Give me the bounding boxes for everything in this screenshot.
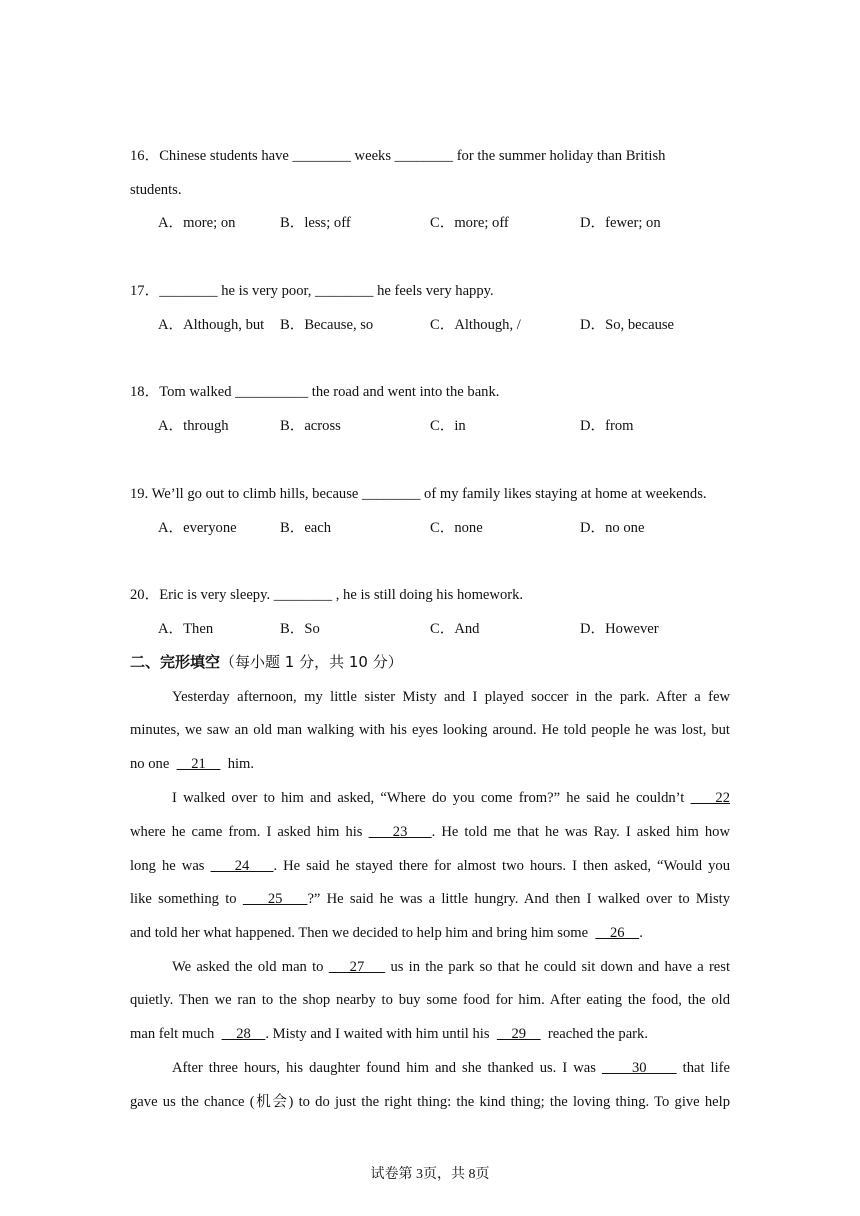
passage-line: We asked the old man to 27 us in the park so that he could sit down and have a rest [172,959,731,975]
passage-line: and told her what happened. Then we decided to help him and bring him some 26 . [130,925,643,941]
question-19-stem: 19. We’ll go out to climb hills, because ________ of my family likes staying at home at weekends. [130,486,707,502]
passage-line: gave us the chance (机会) to do just the right thing: the kind thing; the loving thing. To give help [130,1094,730,1110]
blank-27[interactable]: 27 [328,959,386,975]
blank-29[interactable]: 29 [496,1026,541,1042]
option-c: C．Although, / [430,317,521,333]
passage-line: long he was 24 . He said he stayed there for almost two hours. I then asked, “Would you [130,858,731,874]
option-b: B．So [280,621,320,637]
option-b: B．each [280,520,332,536]
question-16-stem: 16．Chinese students have ________ weeks ________ for the summer holiday than British [130,148,666,164]
option-a: A．Then [158,621,214,637]
question-17-stem: 17．________ he is very poor, ________ he feels very happy. [130,283,494,299]
option-b: B．less; off [280,215,351,231]
passage-line: like something to 25 ?” He said he was a little hungry. And then I walked over to Misty [130,891,730,907]
option-a: A．more; on [158,215,236,231]
page-footer: 试卷第 3页，共 8页 [370,1167,490,1182]
option-c: C．none [430,520,483,536]
question-16-stem-cont: students. [130,182,182,198]
section-title: 二、完形填空 [130,653,221,671]
blank-21[interactable]: 21 [176,756,221,772]
blank-24[interactable]: 24 [210,858,274,874]
section-heading [130,651,403,673]
section-note: （每小题 1 分，共 10 分） [220,653,403,671]
option-d: D．from [580,418,634,434]
option-c: C．more; off [430,215,509,231]
passage-line: I walked over to him and asked, “Where do you come from?” he said he couldn’t 22 [172,790,730,806]
passage-line: Yesterday afternoon, my little sister Misty and I played soccer in the park. After a few [172,689,730,705]
option-b: B．across [280,418,341,434]
blank-28[interactable]: 28 [221,1026,266,1042]
option-d: D．However [580,621,659,637]
passage-line: man felt much 28 . Misty and I waited with him until his 29 reached the park. [130,1026,648,1042]
option-d: D．no one [580,520,645,536]
question-18-stem: 18．Tom walked __________ the road and went into the bank. [130,384,500,400]
blank-23[interactable]: 23 [368,824,432,840]
option-c: C．in [430,418,466,434]
passage-line: quietly. Then we ran to the shop nearby to buy some food for him. After eating the food, the old [130,992,730,1008]
question-20-stem: 20．Eric is very sleepy. ________ , he is still doing his homework. [130,587,524,603]
option-a: A．Although, but [158,317,265,333]
option-a: A．through [158,418,229,434]
blank-26[interactable]: 26 [595,925,640,941]
passage-line: where he came from. I asked him his 23 . He told me that he was Ray. I asked him how [130,824,730,840]
passage-line: After three hours, his daughter found him and she thanked us. I was 30 that life [172,1060,730,1076]
blank-22[interactable]: 22 [690,790,730,806]
blank-30[interactable]: 30 [601,1060,677,1076]
passage-line: no one 21 him. [130,756,255,772]
option-c: C．And [430,621,480,637]
option-a: A．everyone [158,520,237,536]
option-d: D．fewer; on [580,215,661,231]
option-d: D．So, because [580,317,675,333]
option-b: B．Because, so [280,317,374,333]
blank-25[interactable]: 25 [242,891,308,907]
passage-line: minutes, we saw an old man walking with his eyes looking around. He told people he was lost, but [130,722,730,738]
